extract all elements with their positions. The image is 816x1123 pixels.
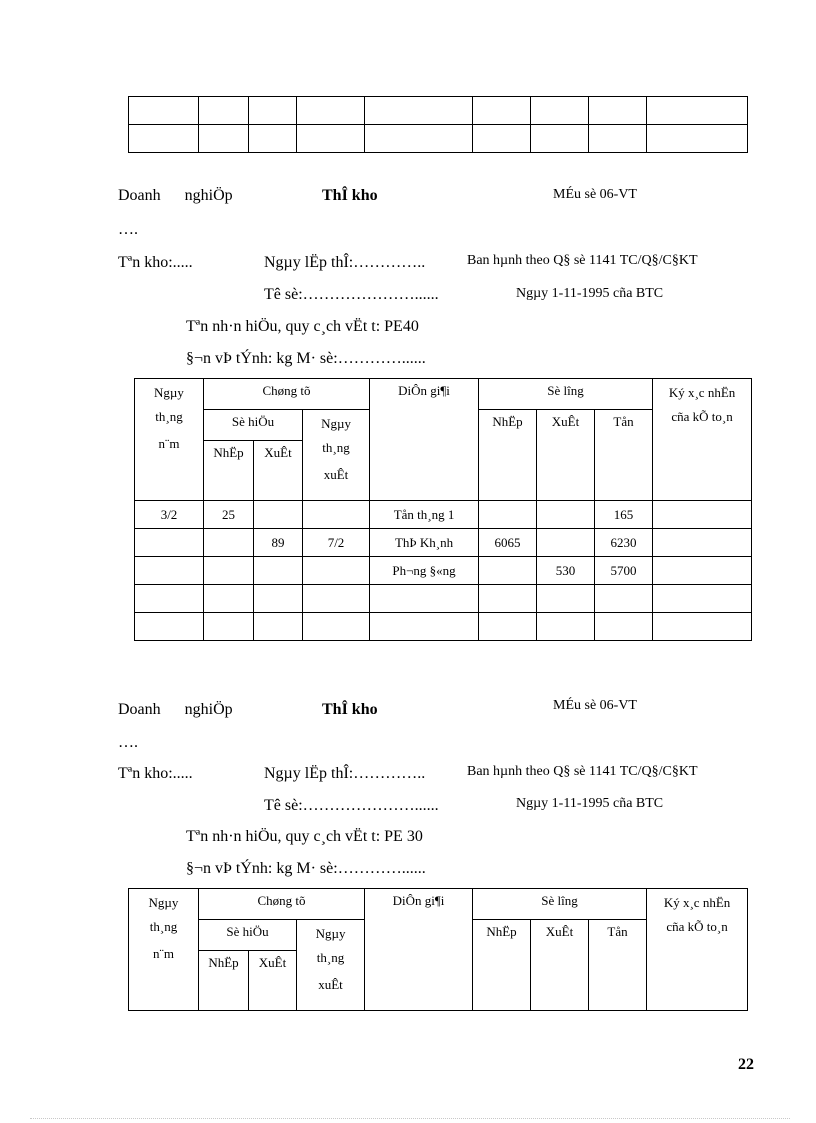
header-date: Ngµy th¸ng n¨m (135, 379, 204, 501)
header-voucher-2: Chøng tõ (199, 889, 365, 920)
dots: …. (118, 221, 138, 238)
card-title: ThÎ kho (322, 187, 378, 204)
header-export-no: XuÊt (254, 441, 303, 501)
header-quantity: Sè lîng (479, 379, 653, 410)
form-number: MÉu sè 06-VT (553, 187, 637, 202)
header-stock-qty: Tån (595, 410, 653, 501)
header-voucher-date-2: Ngµy th¸ng xuÊt (297, 920, 365, 1011)
header-import-qty: NhËp (479, 410, 537, 501)
header-export-qty-2: XuÊt (531, 920, 589, 1011)
header-import-qty-2: NhËp (473, 920, 531, 1011)
material-name-2: Tªn nh·n hiÖu, quy c¸ch vËt t: PE 30 (186, 828, 423, 845)
header-date-2: Ngµy th¸ng n¨m (129, 889, 199, 1011)
decision-ref-2: Ban hµnh theo Q§ sè 1141 TC/Q§/C§KT (467, 764, 698, 779)
header-confirm: Ký x¸c nhËn cña kÕ to¸n (653, 379, 752, 501)
page-bottom-divider (30, 1118, 790, 1119)
header-stock-qty-2: Tån (589, 920, 647, 1011)
header-description-2: DiÔn gi¶i (365, 889, 473, 1011)
stock-card-table-1 (134, 378, 752, 641)
header-description: DiÔn gi¶i (370, 379, 479, 501)
decision-date-2: Ngµy 1-11-1995 cña BTC (516, 796, 664, 811)
dots-2: …. (118, 734, 138, 751)
page-number: 22 (738, 1056, 754, 1073)
material-name: Tªn nh·n hiÖu, quy c¸ch vËt t: PE40 (186, 318, 419, 335)
header-voucher-date: Ngµy th¸ng xuÊt (303, 410, 370, 501)
header-import-no-2: NhËp (199, 951, 249, 1011)
warehouse-name-2: Tªn kho:..... (118, 765, 193, 782)
warehouse-name: Tªn kho:..... (118, 254, 193, 271)
top-partial-table (128, 96, 748, 153)
table-row: 89 7/2 ThÞ Kh¸nh 6065 6230 (135, 529, 752, 557)
decision-date: Ngµy 1-11-1995 cña BTC (516, 286, 664, 301)
table-row: Ph¬ng §«ng 530 5700 (135, 557, 752, 585)
sheet-number-2: Tê sè:…………………...... (264, 797, 439, 814)
header-import-no: NhËp (204, 441, 254, 501)
card-title-2: ThÎ kho (322, 701, 378, 718)
sheet-number: Tê sè:…………………...... (264, 286, 439, 303)
header-voucher: Chøng tõ (204, 379, 370, 410)
table-row (135, 585, 752, 613)
date-created-2: Ngµy lËp thÎ:………….. (264, 765, 426, 782)
unit-code-2: §¬n vÞ tÝnh: kg M· sè:…………...... (186, 860, 426, 877)
table-row: 3/2 25 Tån th¸ng 1 165 (135, 501, 752, 529)
decision-ref: Ban hµnh theo Q§ sè 1141 TC/Q§/C§KT (467, 253, 698, 268)
header-confirm-2: Ký x¸c nhËn cña kÕ to¸n (647, 889, 748, 1011)
header-voucher-no: Sè hiÖu (204, 410, 303, 441)
header-export-no-2: XuÊt (249, 951, 297, 1011)
header-quantity-2: Sè lîng (473, 889, 647, 920)
form-number-2: MÉu sè 06-VT (553, 698, 637, 713)
header-export-qty: XuÊt (537, 410, 595, 501)
company-label-2: Doanh nghiÖp (118, 701, 233, 718)
header-voucher-no-2: Sè hiÖu (199, 920, 297, 951)
company-label: Doanh nghiÖp (118, 187, 233, 204)
table-row (135, 613, 752, 641)
stock-card-table-2 (128, 888, 748, 1011)
date-created: Ngµy lËp thÎ:………….. (264, 254, 426, 271)
unit-code: §¬n vÞ tÝnh: kg M· sè:…………...... (186, 350, 426, 367)
